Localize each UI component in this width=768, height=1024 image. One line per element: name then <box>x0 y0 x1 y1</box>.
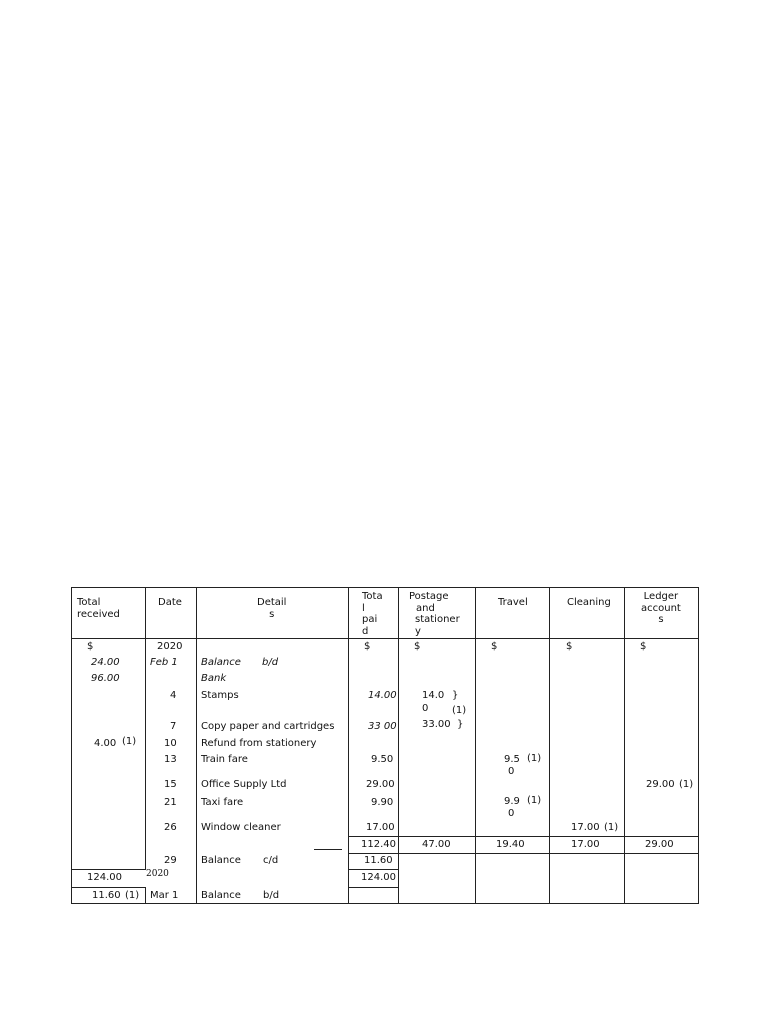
bal-bd-mark: (1) <box>125 890 140 901</box>
col-line-total <box>348 587 349 904</box>
col-line-travel <box>475 587 476 904</box>
grand-received: 124.00 <box>87 872 122 883</box>
bal-cd-ref: c/d <box>263 855 279 866</box>
r7-details: Office Supply Ltd <box>201 779 287 790</box>
r3-postage: 14.0 <box>422 690 445 701</box>
r1-ref: b/d <box>262 657 279 668</box>
r3-postage-wrap: 0 <box>422 703 429 714</box>
col-line-ledger <box>624 587 625 904</box>
header-ledger: Ledger account s <box>641 591 681 625</box>
sum-total-paid: 112.40 <box>361 839 396 850</box>
r2-received: 96.00 <box>91 673 120 684</box>
r3-brace: } <box>452 690 459 701</box>
r6-mark: (1) <box>527 753 542 764</box>
r4-date: 7 <box>170 721 177 732</box>
unit-postage: $ <box>414 641 421 652</box>
r1-details: Balance <box>201 657 241 668</box>
r3-total: 14.00 <box>368 690 397 701</box>
header-total-received: Total received <box>77 597 120 620</box>
r9-cleaning: 17.00 <box>571 822 600 833</box>
r1-received: 24.00 <box>91 657 120 668</box>
col-line-postage <box>398 587 399 904</box>
bal-cd-date: 29 <box>164 855 177 866</box>
r5-date: 10 <box>164 738 177 749</box>
totals-bottom-line <box>348 853 699 854</box>
sum-travel: 19.40 <box>496 839 525 850</box>
unit-received: $ <box>87 641 94 652</box>
r8-total: 9.90 <box>371 797 394 808</box>
r6-travel: 9.5 <box>504 754 520 765</box>
r9-details: Window cleaner <box>201 822 281 833</box>
col-line-details <box>196 587 197 904</box>
unit-total: $ <box>364 641 371 652</box>
details-underline <box>314 849 342 850</box>
bal-bd-received: 11.60 <box>92 890 121 901</box>
table-top-border <box>71 587 699 588</box>
r8-details: Taxi fare <box>201 797 244 808</box>
totals-top-line <box>348 836 699 837</box>
r4-total: 33 00 <box>368 721 397 732</box>
r9-total: 17.00 <box>366 822 395 833</box>
header-postage: Postage and stationer y <box>409 591 460 637</box>
r6-details: Train fare <box>201 754 248 765</box>
r5-mark: (1) <box>122 736 137 747</box>
col-line-cleaning <box>549 587 550 904</box>
bal-bd-details: Balance <box>201 890 241 901</box>
col-line-date-lower <box>145 887 146 904</box>
r7-mark: (1) <box>679 779 694 790</box>
bal-bd-date: Mar 1 <box>150 890 179 901</box>
r8-travel: 9.9 <box>504 796 520 807</box>
header-cleaning: Cleaning <box>567 597 611 608</box>
r4-postage: 33.00 <box>422 719 451 730</box>
r8-mark: (1) <box>527 795 542 806</box>
r7-date: 15 <box>164 779 177 790</box>
r7-total: 29.00 <box>366 779 395 790</box>
unit-travel: $ <box>491 641 498 652</box>
received-total-top <box>71 869 146 870</box>
grand-total-paid: 124.00 <box>361 872 396 883</box>
r6-total: 9.50 <box>371 754 394 765</box>
bal-cd-total: 11.60 <box>364 855 393 866</box>
r8-travel-wrap: 0 <box>508 808 515 819</box>
r4-details: Copy paper and cartridges <box>201 721 335 732</box>
sum-ledger: 29.00 <box>645 839 674 850</box>
table-bottom-border <box>71 903 699 904</box>
r5-details: Refund from stationery <box>201 738 317 749</box>
r1-date: Feb 1 <box>150 657 178 668</box>
header-date: Date <box>158 597 182 608</box>
r9-date: 26 <box>164 822 177 833</box>
header-details: Detail s <box>257 597 287 620</box>
col-line-left <box>71 587 72 904</box>
unit-year: 2020 <box>157 641 183 652</box>
sum-cleaning: 17.00 <box>571 839 600 850</box>
r3-date: 4 <box>170 690 177 701</box>
bal-bd-ref: b/d <box>263 890 280 901</box>
header-travel: Travel <box>498 597 528 608</box>
unit-ledger: $ <box>640 641 647 652</box>
unit-cleaning: $ <box>566 641 573 652</box>
r6-date: 13 <box>164 754 177 765</box>
bal-cd-details: Balance <box>201 855 241 866</box>
r2-details: Bank <box>201 673 227 684</box>
col-line-right <box>698 587 699 904</box>
r9-mark: (1) <box>604 822 619 833</box>
paid-total-bottom <box>348 887 399 888</box>
r3-details: Stamps <box>201 690 239 701</box>
r7-ledger: 29.00 <box>646 779 675 790</box>
r3-mark: (1) <box>452 705 467 716</box>
sum-postage: 47.00 <box>422 839 451 850</box>
header-bottom-border <box>71 638 699 639</box>
r6-travel-wrap: 0 <box>508 766 515 777</box>
paid-total-top <box>348 869 399 870</box>
col-line-date <box>145 587 146 869</box>
r5-received: 4.00 <box>94 738 117 749</box>
header-total-paid: Tota l pai d <box>362 591 383 637</box>
r8-date: 21 <box>164 797 177 808</box>
received-total-bottom <box>71 887 146 888</box>
r4-brace: } <box>457 719 464 730</box>
grand-year: 2020 <box>146 869 169 879</box>
